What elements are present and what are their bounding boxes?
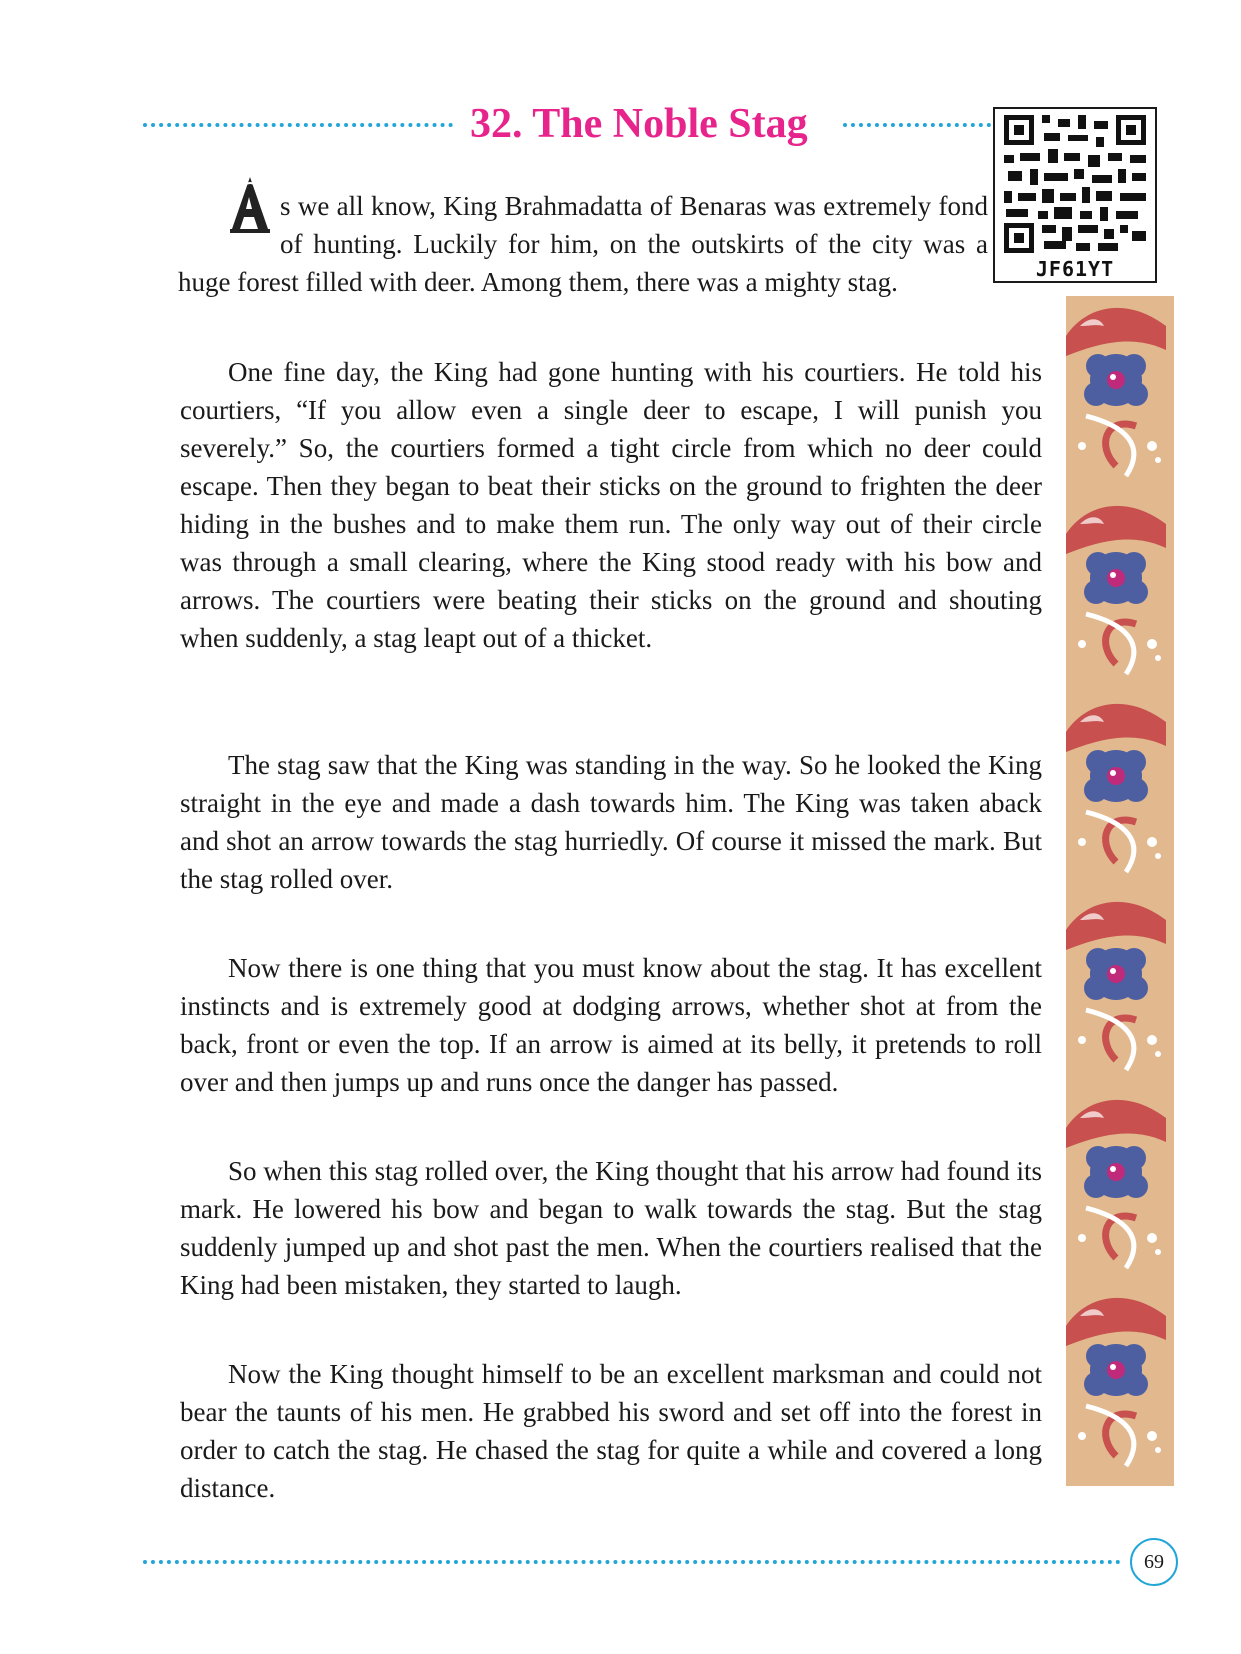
story-paragraph-5: So when this stag rolled over, the King thought that his arrow had found its mark. He lowered his bow and began to walk towards the stag. But the stag suddenly jumped up and shot past the men. When the courtiers realised that the King had been mistaken, they started to laugh. <box>180 1156 1042 1300</box>
decorative-floral-border <box>1066 296 1174 1486</box>
paragraph-text: s we all know, King Brahmadatta of Benaras was extremely fond of hunting. Luckily for him, on the outskirts of the city was a huge forest filled with deer. Among them, there was a mighty stag. <box>178 191 988 297</box>
story-paragraph-1 <box>178 187 988 301</box>
page-number: 69 <box>1130 1538 1178 1586</box>
drop-cap-letter-a-icon <box>228 175 272 235</box>
title-dotted-rule-right <box>843 123 991 127</box>
qr-code-label: JF61YT <box>1035 257 1115 281</box>
footer-dotted-rule <box>143 1560 1121 1564</box>
story-paragraph-2: One fine day, the King had gone hunting with his courtiers. He told his courtiers, “If you allow even a single deer to escape, I will punish you severely.” So, the courtiers formed a tight circle from which no deer could escape. Then they began to beat their sticks on the ground to frighten the deer hiding in the bushes and to make them run. The only way out of their circle was through a small clearing, where the King stood ready with his bow and arrows. The courtiers were beating their sticks on the ground and shouting when suddenly, a stag leapt out of a thicket. <box>180 357 1042 653</box>
title-dotted-rule-left <box>143 123 453 127</box>
qr-code-icon <box>1004 115 1146 253</box>
chapter-title: 32. The Noble Stag <box>470 101 808 147</box>
story-paragraph-3: The stag saw that the King was standing in the way. So he looked the King straight in the eye and made a dash towards him. The King was taken aback and shot an arrow towards the stag hurriedly. Of course it missed the mark. But the stag rolled over. <box>180 750 1042 894</box>
qr-code[interactable] <box>993 107 1157 283</box>
story-paragraph-6: Now the King thought himself to be an excellent marksman and could not bear the taunts of his men. He grabbed his sword and set off into the forest in order to catch the stag. He chased the stag for quite a while and covered a long distance. <box>180 1359 1042 1503</box>
story-paragraph-4: Now there is one thing that you must know about the stag. It has excellent instincts and is extremely good at dodging arrows, whether shot at from the back, front or even the top. If an arrow is aimed at its belly, it pretends to roll over and then jumps up and runs once the danger has passed. <box>180 953 1042 1097</box>
